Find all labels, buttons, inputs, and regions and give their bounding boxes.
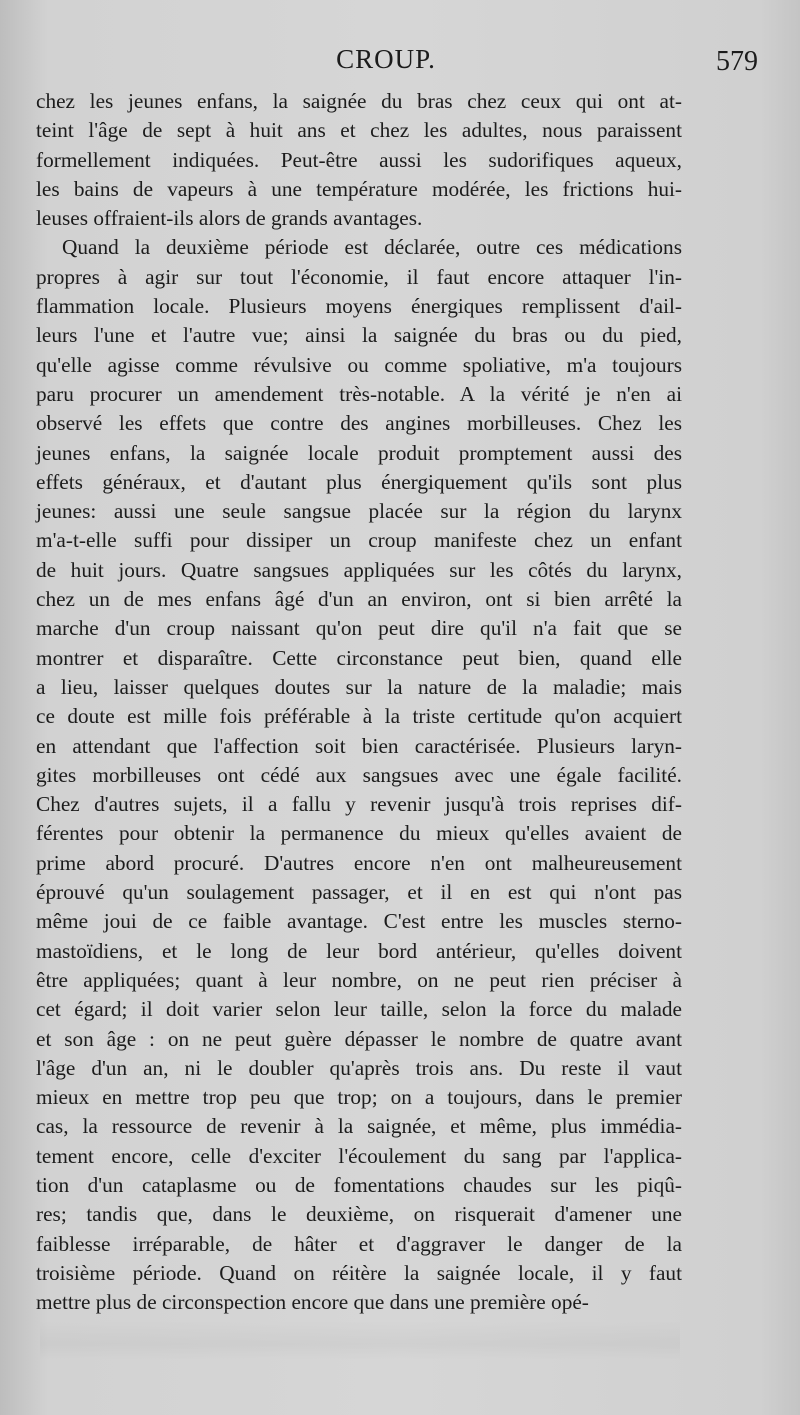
text-line: et son âge : on ne peut guère dépasser le nombre de quatre avant [36,1026,682,1051]
text-line: gites morbilleuses ont cédé aux sangsues avec une égale facilité. [36,762,682,787]
text-line: tement encore, celle d'exciter l'écoulement du sang par l'applica- [36,1143,682,1168]
text-line: Chez d'autres sujets, il a fallu y revenir jusqu'à trois reprises dif- [36,792,682,817]
text-line: cet égard; il doit varier selon leur taille, selon la force du malade [36,997,682,1022]
text-line: en attendant que l'affection soit bien caractérisée. Plusieurs laryn- [36,733,682,758]
text-line: jeunes: aussi une seule sangsue placée sur la région du larynx [36,499,682,524]
text-line: les bains de vapeurs à une température modérée, les frictions hui- [36,176,682,201]
text-line: flammation locale. Plusieurs moyens énergiques remplissent d'ail- [36,294,682,319]
text-line: faiblesse irréparable, de hâter et d'aggraver le danger de la [36,1231,682,1256]
text-line: qu'elle agisse comme révulsive ou comme spoliative, m'a toujours [36,352,682,377]
show-through-shadow [40,1320,680,1360]
text-line: mettre plus de circonspection encore que dans une première opé- [36,1290,589,1315]
text-line: ce doute est mille fois préférable à la triste certitude qu'on acquiert [36,704,682,729]
text-line: paru procurer un amendement très-notable. A la vérité je n'en ai [36,381,682,406]
text-line: leurs l'une et l'autre vue; ainsi la saignée du bras ou du pied, [36,323,682,348]
text-line: m'a-t-elle suffi pour dissiper un croup manifeste chez un enfant [36,528,682,553]
text-line: chez un de mes enfans âgé d'un an environ, ont si bien arrêté la [36,587,682,612]
page-header [36,40,770,84]
text-line: res; tandis que, dans le deuxième, on risquerait d'amener une [36,1202,682,1227]
text-line: teint l'âge de sept à huit ans et chez les adultes, nous paraissent [36,118,682,143]
text-line: férentes pour obtenir la permanence du mieux qu'elles avaient de [36,821,682,846]
text-line: prime abord procuré. D'autres encore n'en ont malheureusement [36,850,682,875]
text-line: propres à agir sur tout l'économie, il faut encore attaquer l'in- [36,264,682,289]
text-line: éprouvé qu'un soulagement passager, et il en est qui n'ont pas [36,880,682,905]
text-line: montrer et disparaître. Cette circonstance peut bien, quand elle [36,645,682,670]
text-line: l'âge d'un an, ni le doubler qu'après trois ans. Du reste il vaut [36,1055,682,1080]
text-line: mastoïdiens, et le long de leur bord antérieur, qu'elles doivent [36,938,682,963]
text-line: Quand la deuxième période est déclarée, outre ces médications [62,235,682,260]
text-line: être appliquées; quant à leur nombre, on ne peut rien préciser à [36,967,682,992]
text-line: chez les jeunes enfans, la saignée du bras chez ceux qui ont at- [36,89,682,113]
text-line: observé les effets que contre des angines morbilleuses. Chez les [36,411,682,436]
text-line: tion d'un cataplasme ou de fomentations chaudes sur les piqû- [36,1172,682,1197]
text-line: de huit jours. Quatre sangsues appliquées sur les côtés du larynx, [36,557,682,582]
text-line: formellement indiquées. Peut-être aussi les sudorifiques aqueux, [36,147,682,172]
text-line: a lieu, laisser quelques doutes sur la nature de la maladie; mais [36,674,682,699]
page-number: 579 [716,46,758,77]
text-line: leuses offraient-ils alors de grands avantages. [36,206,423,231]
text-line: marche d'un croup naissant qu'on peut dire qu'il n'a fait que se [36,616,682,641]
text-line: même joui de ce faible avantage. C'est entre les muscles sterno- [36,909,682,934]
text-line: cas, la ressource de revenir à la saignée, et même, plus immédia- [36,1114,682,1139]
text-line: troisième période. Quand on réitère la saignée locale, il y faut [36,1260,682,1285]
running-title: CROUP. [336,44,436,74]
text-line: mieux en mettre trop peu que trop; on a toujours, dans le premier [36,1085,682,1110]
body-text [36,87,682,1317]
text-line: jeunes enfans, la saignée locale produit promptement aussi des [36,440,682,465]
text-line: effets généraux, et d'autant plus énergiquement qu'ils sont plus [36,469,682,494]
